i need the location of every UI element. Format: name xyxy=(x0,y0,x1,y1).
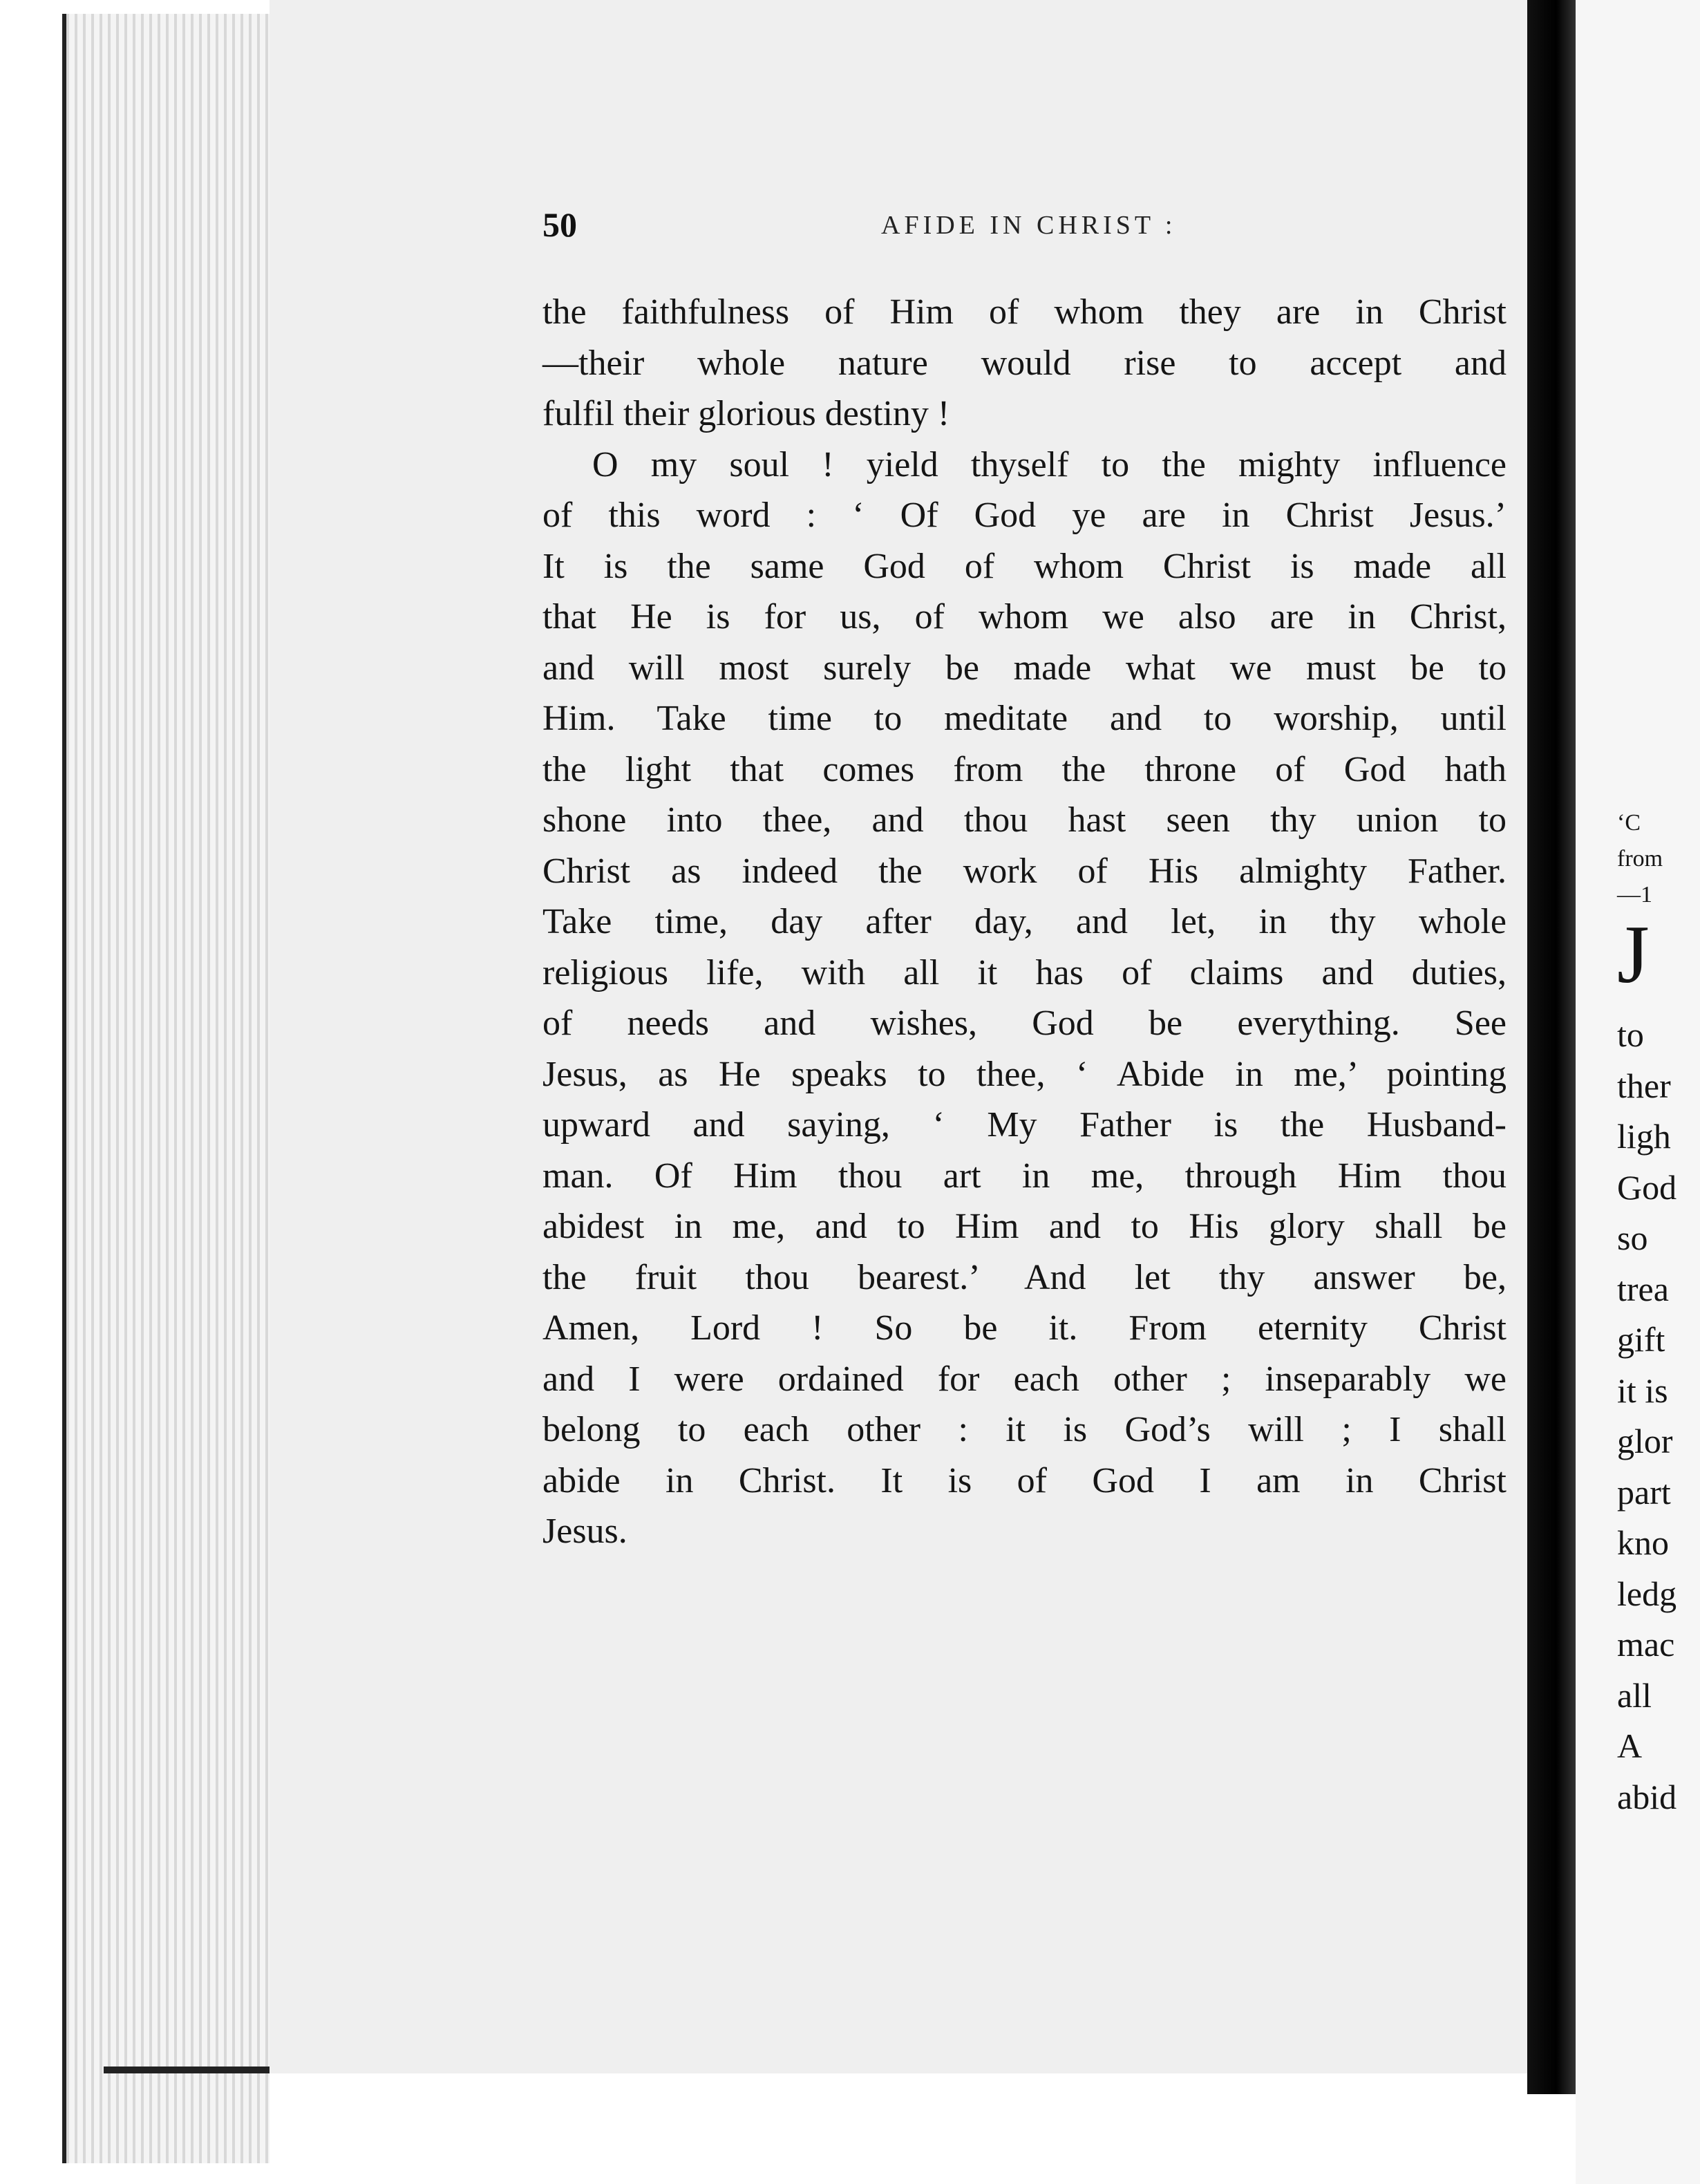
text-line: fulfil their glorious destiny ! xyxy=(542,394,950,433)
text-line: Christ as indeed the work of His almighty Father. xyxy=(542,851,1507,891)
right-fragment: ligh xyxy=(1617,1117,1671,1156)
text-line: and will most surely be made what we must be to xyxy=(542,648,1507,688)
text-line: Take time, day after day, and let, in thy whole xyxy=(542,902,1507,941)
text-line: religious life, with all it has of claims and duties, xyxy=(542,952,1507,992)
text-line: Jesus. xyxy=(542,1512,627,1551)
drop-cap: J xyxy=(1617,908,1650,1000)
text-line: Jesus, as He speaks to thee, ‘ Abide in me,’ pointing xyxy=(542,1054,1507,1094)
gutter-shadow xyxy=(1527,0,1576,2094)
text-line: man. Of Him thou art in me, through Him thou xyxy=(542,1156,1507,1196)
page-header xyxy=(542,205,1510,253)
right-fragment: trea xyxy=(1617,1269,1669,1308)
right-fragment: gift xyxy=(1617,1320,1665,1359)
text-line: the fruit thou bearest.’ And let thy answer be, xyxy=(542,1257,1507,1297)
text-line: Amen, Lord ! So be it. From eternity Christ xyxy=(542,1308,1507,1348)
right-fragment: A xyxy=(1617,1726,1643,1765)
right-fragment: kno xyxy=(1617,1523,1669,1562)
right-fragment: it is xyxy=(1617,1371,1668,1410)
text-line: belong to each other : it is God’s will ; I shall xyxy=(542,1410,1507,1449)
right-fragment: mac xyxy=(1617,1625,1675,1664)
text-line: of needs and wishes, God be everything. See xyxy=(542,1004,1507,1043)
right-fragment: all xyxy=(1617,1675,1652,1715)
book-page-edges xyxy=(62,14,270,2163)
right-fragment: to xyxy=(1617,1015,1644,1054)
right-fragment: so xyxy=(1617,1218,1648,1257)
text-line: of this word : ‘ Of God ye are in Christ Jesus.’ xyxy=(542,496,1507,535)
right-fragment: ‘C xyxy=(1617,810,1641,836)
text-line: the light that comes from the throne of God hath xyxy=(542,749,1507,789)
text-line: shone into thee, and thou hast seen thy union to xyxy=(542,800,1507,840)
right-fragment: God xyxy=(1617,1167,1677,1207)
text-line: O my soul ! yield thyself to the mighty influence xyxy=(592,444,1507,484)
page-number: 50 xyxy=(542,205,577,244)
right-fragment: glor xyxy=(1617,1422,1673,1460)
text-line: upward and saying, ‘ My Father is the Husband- xyxy=(542,1105,1507,1145)
text-line: —their whole nature would rise to accept and xyxy=(542,343,1507,383)
right-fragment: —1 xyxy=(1617,882,1652,907)
text-line: Him. Take time to meditate and to worship, until xyxy=(542,699,1507,738)
right-page-text xyxy=(1617,805,1700,1823)
text-line: and I were ordained for each other ; inseparably we xyxy=(542,1359,1507,1399)
text-line: that He is for us, of whom we also are in Christ, xyxy=(542,597,1507,637)
text-line: It is the same God of whom Christ is made all xyxy=(542,546,1507,586)
right-fragment: from xyxy=(1617,846,1663,872)
right-fragment: abid xyxy=(1617,1777,1677,1816)
body-text xyxy=(542,287,1507,1557)
running-title: AFIDE IN CHRIST : xyxy=(881,211,1177,240)
right-fragment: part xyxy=(1617,1472,1671,1512)
text-line: the faithfulness of Him of whom they are in Christ xyxy=(542,292,1507,332)
text-line: abidest in me, and to Him and to His glory shall be xyxy=(542,1207,1507,1246)
right-fragment: ther xyxy=(1617,1066,1671,1105)
right-fragment: ledg xyxy=(1617,1574,1677,1613)
text-line: abide in Christ. It is of God I am in Christ xyxy=(542,1460,1507,1500)
